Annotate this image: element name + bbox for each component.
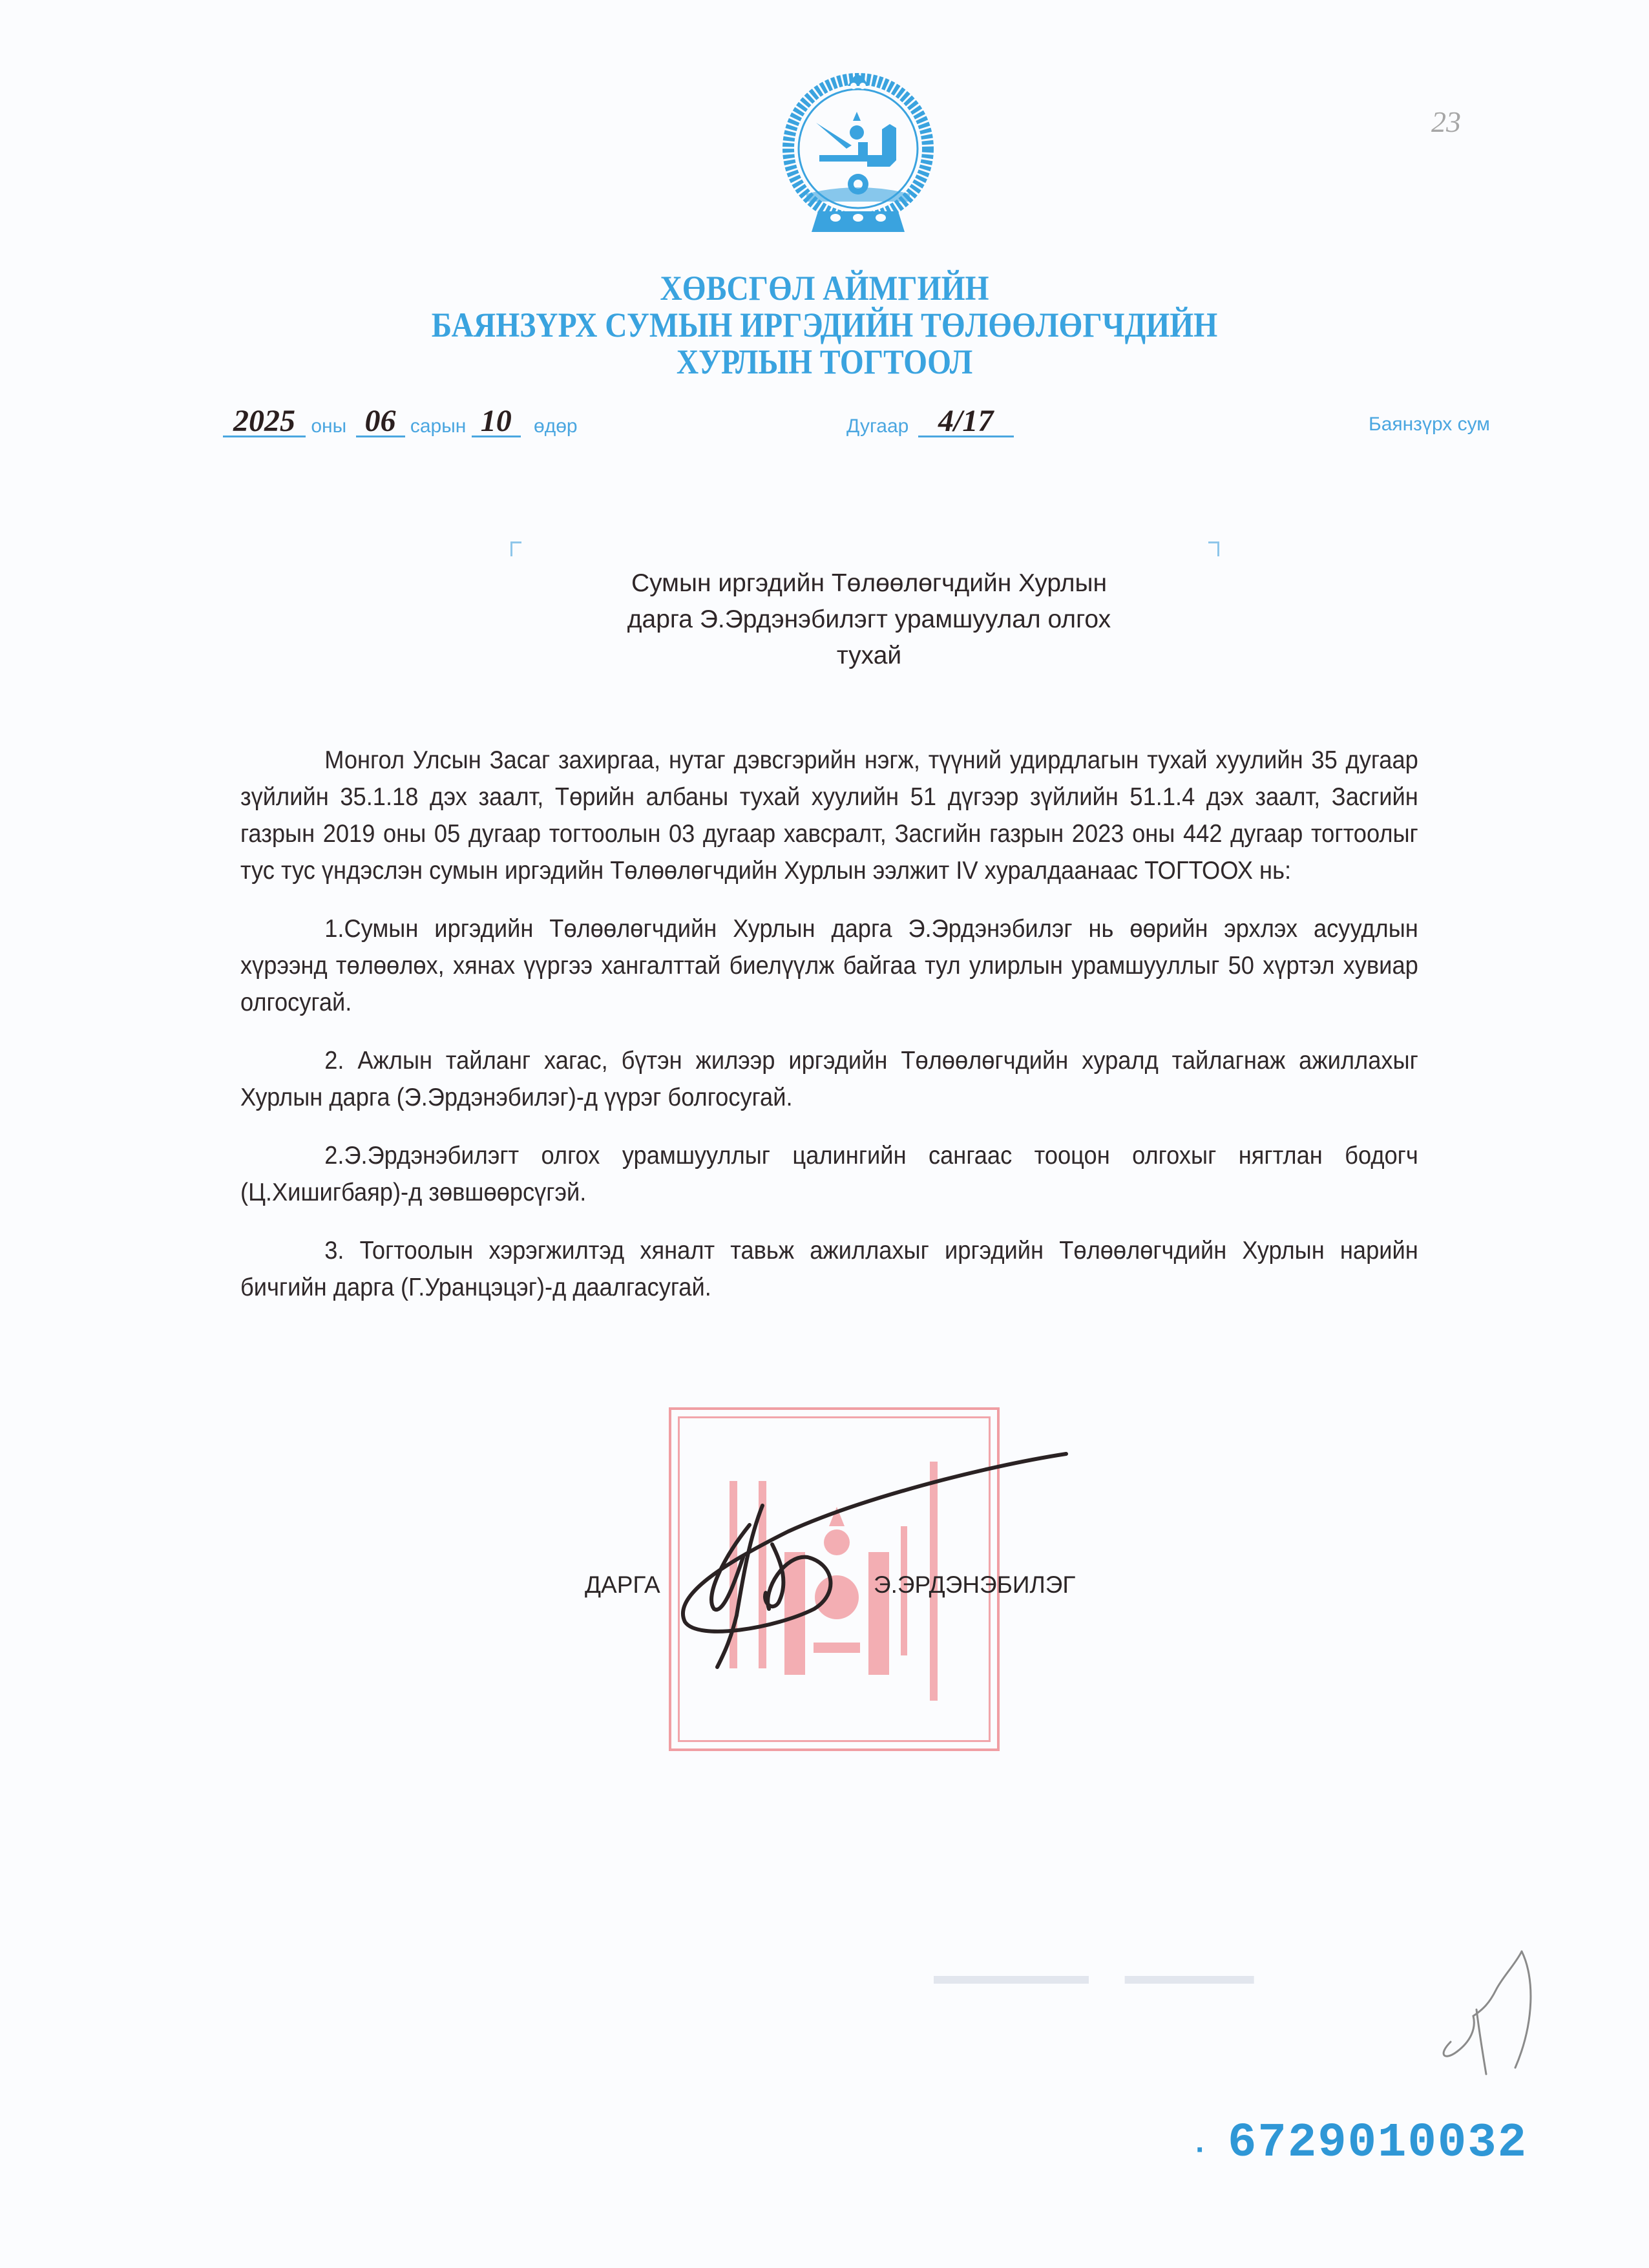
day-value: 10 — [480, 404, 512, 438]
year-suffix: оны — [311, 415, 347, 437]
resolution-item: 3. Тогтоолын хэрэгжилтэд хяналт тавьж ажиллахыг иргэдийн Төлөөлөгчдийн Хурлын нарийн бичгийн дарга (Г.Уранцэцэг)-д даалгасугай. — [240, 1237, 1418, 1301]
state-emblem-icon — [781, 68, 936, 239]
number-blank — [918, 404, 1014, 438]
year-value: 2025 — [233, 404, 295, 438]
handwritten-signature — [646, 1447, 1086, 1693]
year-blank — [223, 404, 306, 438]
serial-number: 6729010032 — [1228, 2116, 1528, 2170]
signatory-name: Э.ЭРДЭНЭБИЛЭГ — [874, 1571, 1076, 1598]
serial-dot: · — [1195, 2133, 1206, 2167]
number-label: Дугаар — [846, 415, 909, 437]
resolution-item: 2. Ажлын тайланг хагас, бүтэн жилээр иргэдийн Төлөөлөгчдийн хуралд тайлагнаж ажиллахыг Хурлын дарга (Э.Эрдэнэбилэг)-д үүрэг болгосугай. — [240, 1047, 1418, 1111]
place-label: Баянзүрх сум — [1369, 414, 1490, 435]
month-suffix: сарын — [410, 415, 467, 437]
month-value: 06 — [364, 404, 396, 438]
handwritten-page-number: 23 — [1431, 105, 1461, 138]
header-line-resolution: ХУРЛЫН ТОГТООЛ — [676, 342, 973, 381]
date-field — [223, 404, 578, 438]
resolution-item: 2.Э.Эрдэнэбилэгт олгох урамшууллыг цалингийн сангаас тооцон олгохыг нягтлан бодогч (Ц.Хишигбаяр)-д зөвшөөрсүгэй. — [240, 1142, 1418, 1206]
document-header — [99, 270, 1550, 381]
resolution-item: 1.Сумын иргэдийн Төлөөлөгчдийн Хурлын дарга Э.Эрдэнэбилэг нь өөрийн эрхлэх асуудлын хүрээнд төлөөлөх, хянах үүргээ хангалттай биелүүлж байгаа тул улирлын урамшууллыг 50 хүртэл хувиар олгосугай. — [240, 915, 1418, 1016]
document-title — [504, 565, 1234, 674]
day-blank — [472, 404, 521, 438]
initials-signature — [1438, 1938, 1541, 2081]
title-bracket-right — [1208, 541, 1219, 556]
day-suffix: өдөр — [534, 415, 578, 437]
title-line-3: тухай — [836, 642, 902, 669]
signatory-title: ДАРГА — [585, 1571, 660, 1598]
number-value: 4/17 — [938, 404, 994, 438]
document-body — [240, 742, 1418, 1327]
number-field — [846, 404, 1014, 438]
title-line-2: дарга Э.Эрдэнэбилэгт урамшуулал олгох — [627, 605, 1111, 633]
title-line-1: Сумын иргэдийн Төлөөлөгчдийн Хурлын — [631, 569, 1108, 597]
month-blank — [356, 404, 405, 438]
bleed-through-mark: ▬▬▬▬▬▬ ▬▬▬▬▬ — [934, 1961, 1254, 1990]
preamble-paragraph: Монгол Улсын Засаг захиргаа, нутаг дэвсгэрийн нэгж, түүний удирдлагын тухай хуулийн 35 дугаар зүйлийн 35.1.18 дэх заалт, Төрийн албаны тухай хуулийн 51 дүгээр зүйлийн 51.1.4 дэх заалт, Засгийн газрын 2019 оны 05 дугаар тогтоолын 03 дугаар хавсралт, Засгийн газрын 2023 оны 442 дугаар тогтоолыг тус тус үндэслэн сумын иргэдийн Төлөөлөгчдийн Хурлын ээлжит IV хуралдаанаас ТОГТООХ нь: — [240, 746, 1418, 885]
header-line-council: БАЯНЗҮРХ СУМЫН ИРГЭДИЙН ТӨЛӨӨЛӨГЧДИЙН — [431, 306, 1218, 344]
header-line-province: ХӨВСГӨЛ АЙМГИЙН — [660, 269, 989, 308]
title-bracket-left — [510, 541, 521, 556]
